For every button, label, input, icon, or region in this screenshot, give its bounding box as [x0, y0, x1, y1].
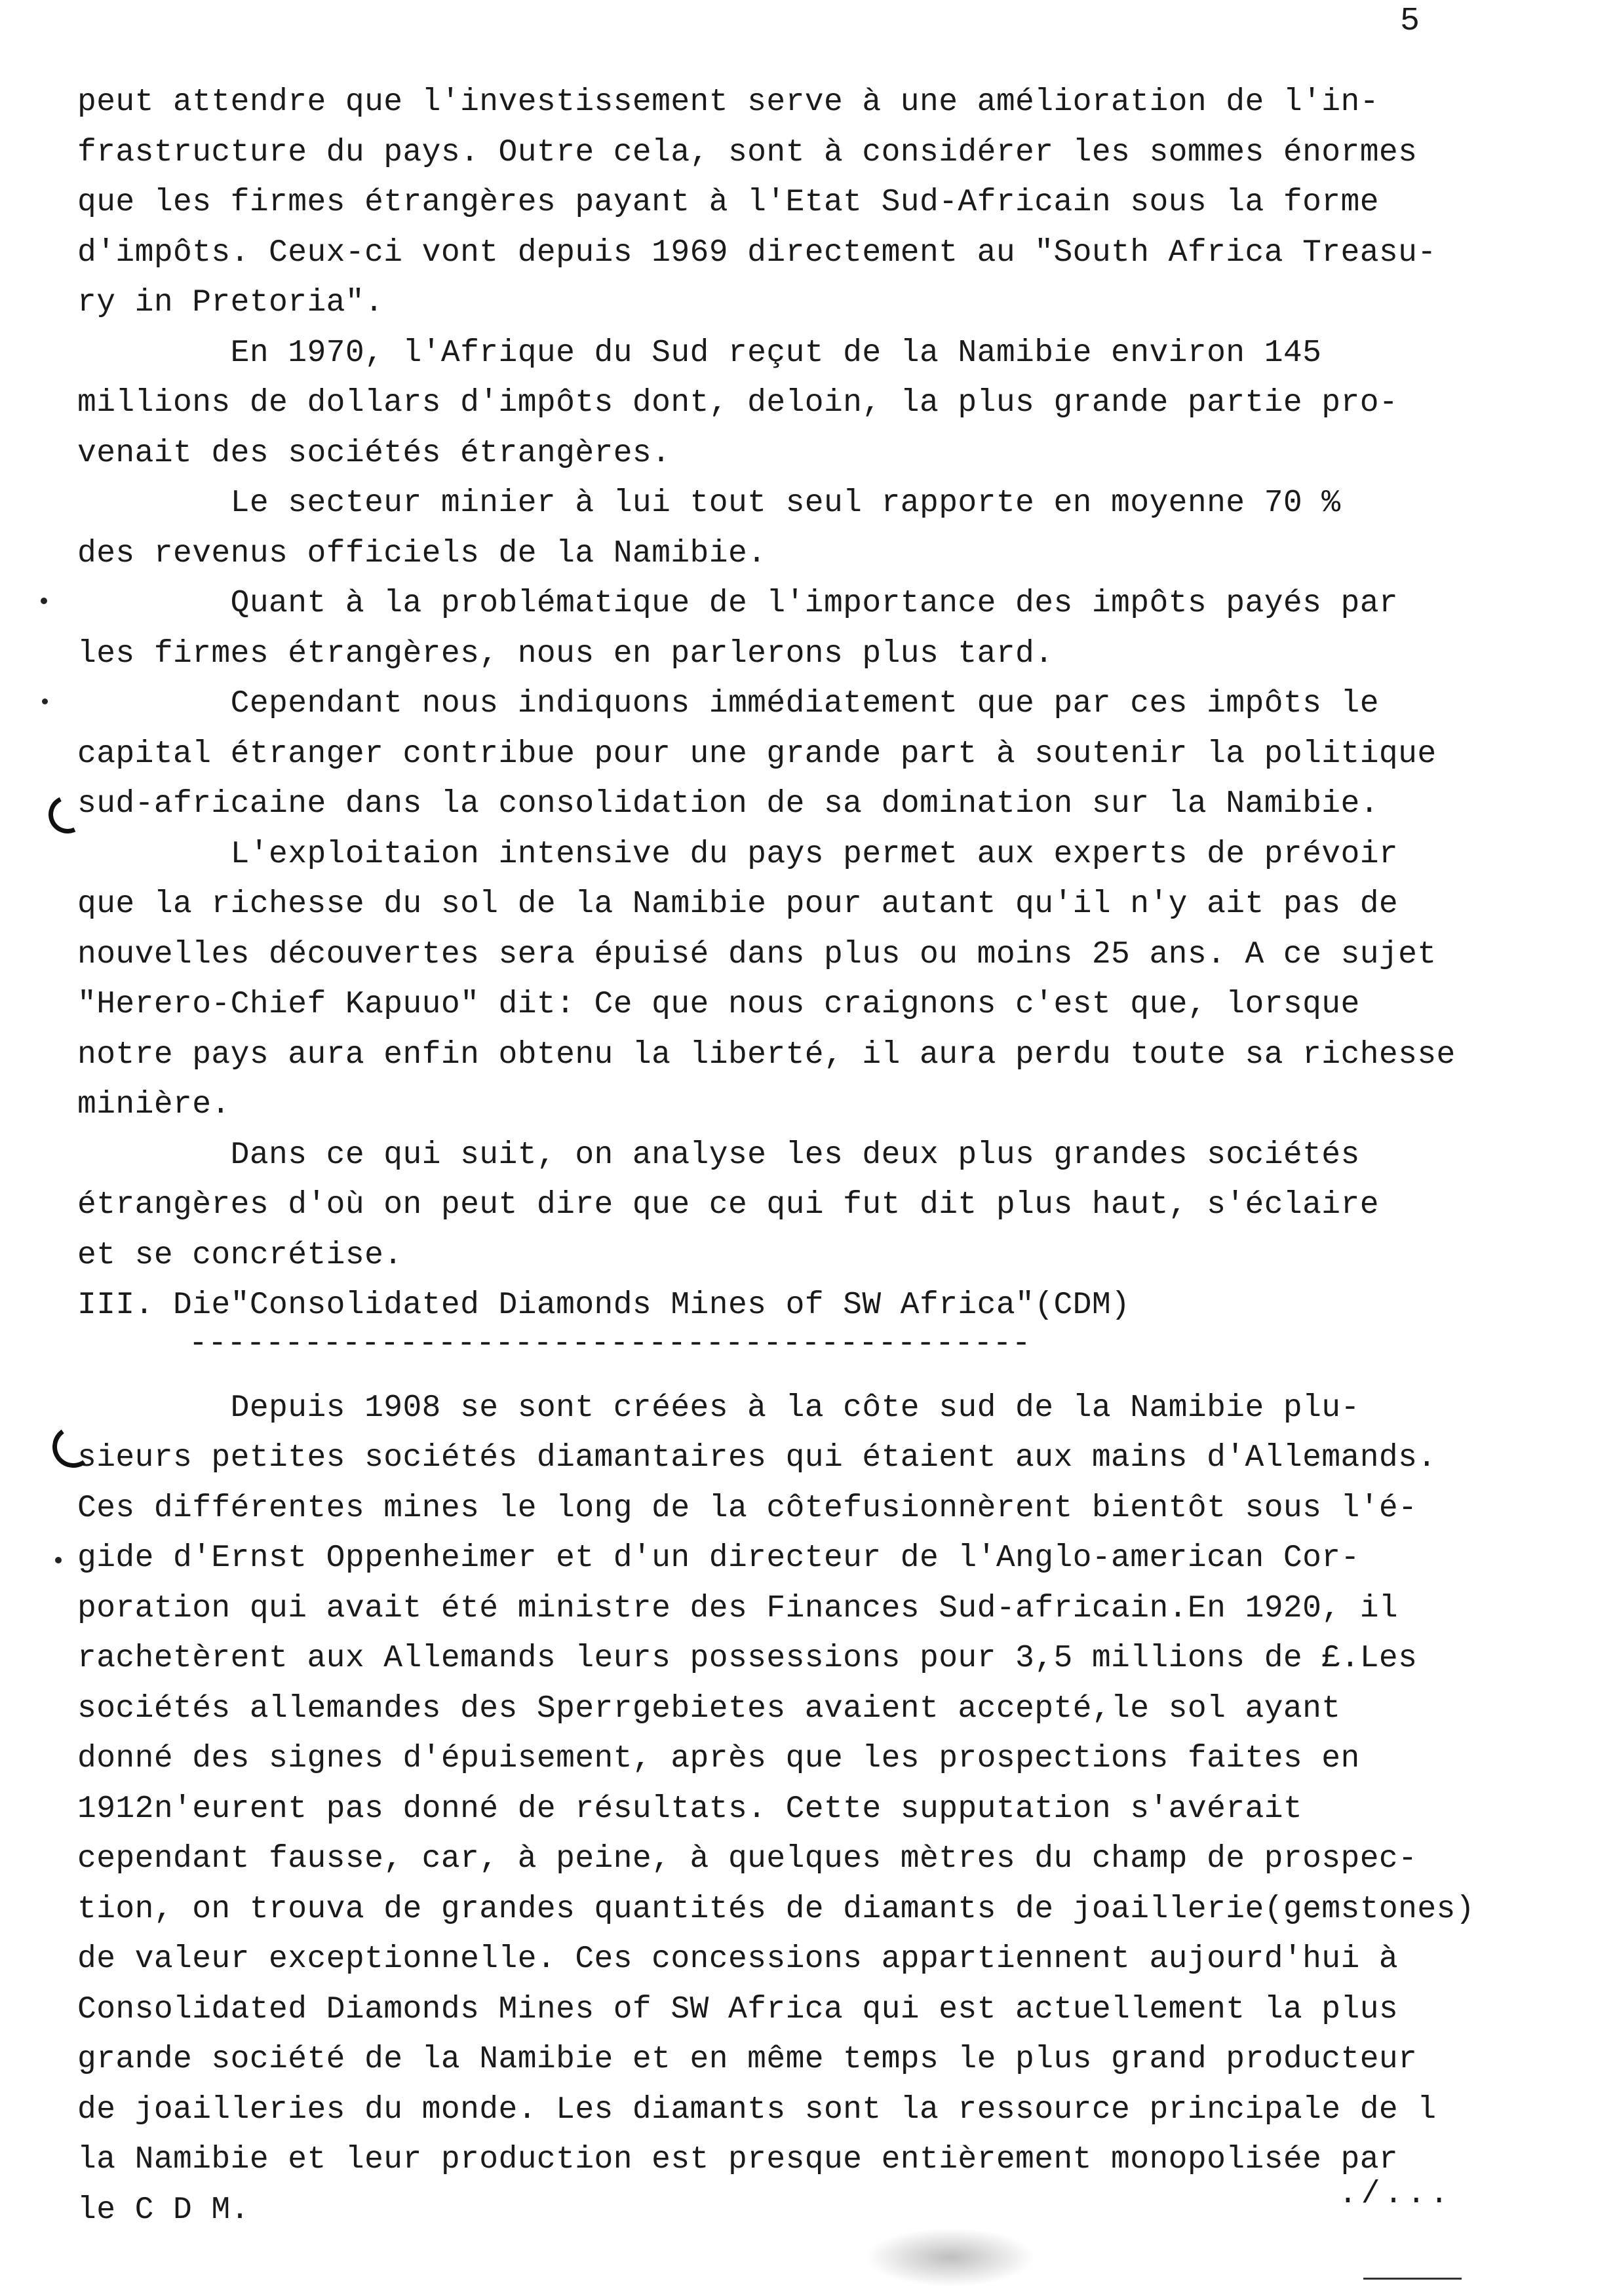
- text-line: sud-africaine dans la consolidation de sa domination sur la Namibie.: [77, 786, 1379, 822]
- text-line: En 1970, l'Afrique du Sud reçut de la Namibie environ 145: [77, 335, 1322, 371]
- text-line: Ces différentes mines le long de la côtefusionnèrent bientôt sous l'é-: [77, 1490, 1418, 1526]
- text-line: de joailleries du monde. Les diamants sont la ressource principale de l: [77, 2092, 1437, 2128]
- text-line: les firmes étrangères, nous en parlerons plus tard.: [77, 636, 1054, 672]
- text-line: sieurs petites sociétés diamantaires qui étaient aux mains d'Allemands.: [77, 1440, 1437, 1476]
- text-line: d'impôts. Ceux-ci vont depuis 1969 directement au "South Africa Treasu-: [77, 235, 1437, 271]
- text-line: le C D M.: [77, 2192, 250, 2228]
- text-line: millions de dollars d'impôts dont, deloin, la plus grande partie pro-: [77, 385, 1399, 421]
- text-line: de valeur exceptionnelle. Ces concessions appartiennent aujourd'hui à: [77, 1942, 1399, 1977]
- text-line: Quant à la problématique de l'importance des impôts payés par: [77, 586, 1399, 621]
- text-line: Dans ce qui suit, on analyse les deux plus grandes sociétés: [77, 1137, 1360, 1173]
- page-number: 5: [1400, 3, 1420, 40]
- scan-smudge: [865, 2228, 1036, 2287]
- spacer: [77, 1370, 1552, 1383]
- text-line: donné des signes d'épuisement, après que les prospections faites en: [77, 1741, 1360, 1776]
- text-line: notre pays aura enfin obtenu la liberté, il aura perdu toute sa richesse: [77, 1037, 1456, 1073]
- text-line: des revenus officiels de la Namibie.: [77, 535, 767, 571]
- text-line: "Herero-Chief Kapuuo" dit: Ce que nous craignons c'est que, lorsque: [77, 987, 1360, 1022]
- text-line: peut attendre que l'investissement serve à une amélioration de l'in-: [77, 85, 1379, 120]
- text-line: gide d'Ernst Oppenheimer et d'un directeur de l'Anglo-american Cor-: [77, 1540, 1360, 1576]
- text-line: rachetèrent aux Allemands leurs possessions pour 3,5 millions de £.Les: [77, 1641, 1418, 1676]
- text-line: et se concrétise.: [77, 1237, 403, 1273]
- text-line: 1912n'eurent pas donné de résultats. Cette supputation s'avérait: [77, 1791, 1303, 1827]
- section-heading: III. Die"Consolidated Diamonds Mines of SW Africa"(CDM): [77, 1288, 1131, 1323]
- heading-underline: --------------------------------------------: [189, 1326, 1032, 1362]
- text-line: capital étranger contribue pour une grande part à soutenir la politique: [77, 736, 1437, 772]
- text-line: sociétés allemandes des Sperrgebietes avaient accepté,le sol ayant: [77, 1691, 1341, 1727]
- text-line: nouvelles découvertes sera épuisé dans plus ou moins 25 ans. A ce sujet: [77, 936, 1437, 972]
- text-line: frastructure du pays. Outre cela, sont à considérer les sommes énormes: [77, 134, 1418, 170]
- margin-dot: [55, 1557, 62, 1563]
- text-line: venait des sociétés étrangères.: [77, 435, 671, 471]
- text-line: tion, on trouva de grandes quantités de diamants de joaillerie(gemstones): [77, 1891, 1475, 1927]
- text-line: ry in Pretoria".: [77, 285, 384, 320]
- document-body: [77, 77, 1552, 2235]
- margin-dot: [42, 698, 48, 704]
- text-line: L'exploitaion intensive du pays permet aux experts de prévoir: [77, 836, 1399, 872]
- margin-dot: [41, 598, 47, 604]
- text-line: cependant fausse, car, à peine, à quelques mètres du champ de prospec-: [77, 1841, 1418, 1877]
- continuation-mark: ./...: [1338, 2177, 1453, 2212]
- text-line: Consolidated Diamonds Mines of SW Africa qui est actuellement la plus: [77, 1991, 1399, 2027]
- text-line: étrangères d'où on peut dire que ce qui fut dit plus haut, s'éclaire: [77, 1187, 1379, 1223]
- text-line: Cependant nous indiquons immédiatement que par ces impôts le: [77, 686, 1379, 721]
- text-line: poration qui avait été ministre des Finances Sud-africain.En 1920, il: [77, 1590, 1399, 1626]
- text-line: que la richesse du sol de la Namibie pour autant qu'il n'y ait pas de: [77, 887, 1399, 922]
- scan-line: [1363, 2278, 1462, 2280]
- text-line: grande société de la Namibie et en même temps le plus grand producteur: [77, 2042, 1418, 2077]
- text-line: Le secteur minier à lui tout seul rapporte en moyenne 70 %: [77, 486, 1341, 521]
- text-line: minière.: [77, 1087, 231, 1122]
- text-line: la Namibie et leur production est presque entièrement monopolisée par: [77, 2142, 1399, 2177]
- text-line: Depuis 1908 se sont créées à la côte sud de la Namibie plu-: [77, 1390, 1360, 1426]
- text-line: que les firmes étrangères payant à l'Etat Sud-Africain sous la forme: [77, 185, 1379, 220]
